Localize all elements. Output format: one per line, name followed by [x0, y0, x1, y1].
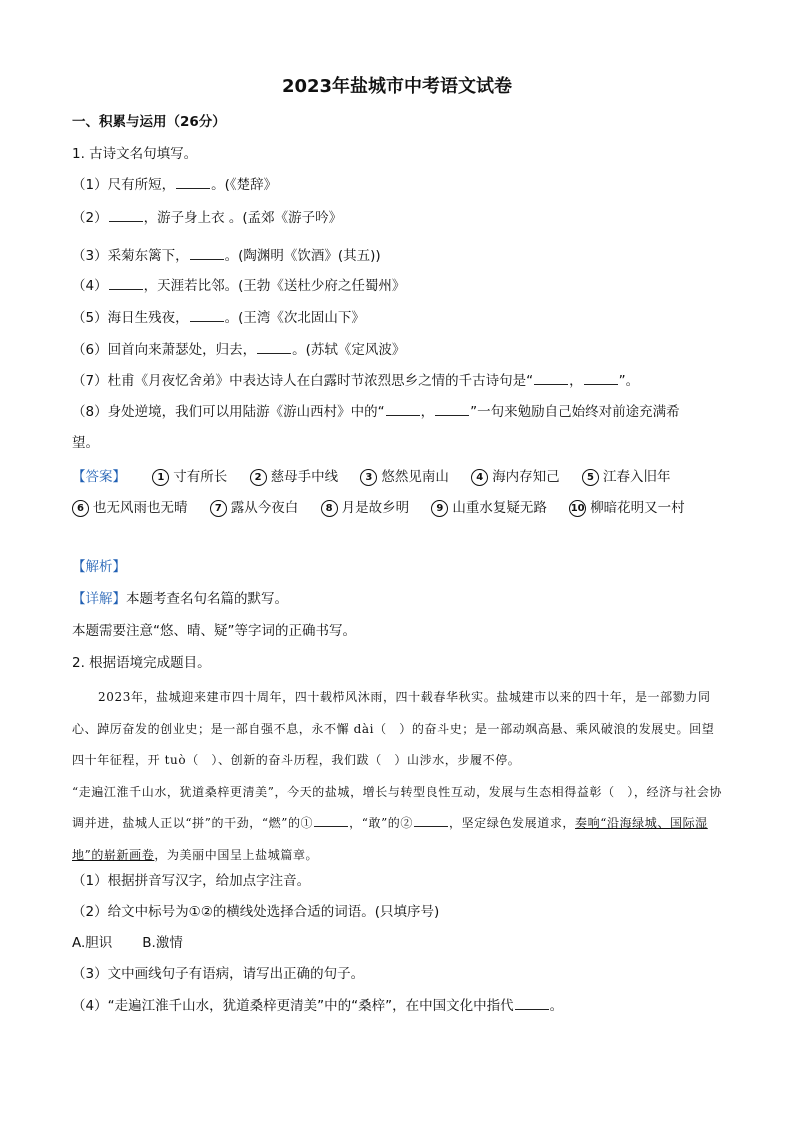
q1-item-2-post: ，游子身上衣 。(孟郊《游子吟》: [143, 210, 343, 226]
answer-text: 寸有所长: [173, 469, 228, 485]
detail-label: 【详解】: [72, 591, 126, 607]
q1-item-7: [72, 369, 639, 389]
passage-para-2: “走遍江淮千山水，犹道桑梓更清美”，今天的盐城，增长与转型良性互动，发展与生态相得益彰（ ），经济与社会协调并进，盐城人正以“拼”的干劲，“燃”的①: [72, 784, 723, 830]
q1-item-7-mid: ，: [569, 373, 583, 389]
option-b: B.激情: [142, 935, 183, 951]
q1-item-3-post: 。(陶渊明《饮酒》(其五)): [224, 248, 381, 264]
answer-text: 露从今夜白: [230, 500, 299, 516]
section-heading-1: 一、积累与运用（26分）: [72, 114, 226, 130]
answer-blank: [109, 208, 143, 222]
q1-item-8-mid: ，: [420, 404, 435, 420]
answer-blank: [314, 813, 348, 827]
answer-text: 慈母手中线: [270, 469, 339, 485]
answer-text: 悠然见南山: [381, 469, 449, 485]
passage-para-3: ，“敢”的②: [349, 816, 414, 830]
answer-item: [471, 462, 560, 493]
q1-item-3-pre: （3）采菊东篱下，: [72, 248, 189, 264]
answer-blank: [414, 813, 448, 827]
q1-item-2-pre: （2）: [72, 210, 108, 226]
passage-para-4: ，坚定绿色发展道求，: [449, 816, 576, 830]
q1-item-1-pre: （1）尺有所短，: [72, 177, 176, 193]
detail-text: 本题考查名句名篇的默写。: [126, 591, 288, 607]
answer-number: 4: [471, 469, 488, 486]
q1-item-4: [72, 274, 405, 294]
q1-item-5: [72, 306, 365, 326]
q1-item-5-pre: （5）海日生残夜，: [72, 310, 189, 326]
underlined-sentence: 奏响“沿海绿城、国际湿地”的崭新画卷: [72, 816, 708, 862]
answer-text: 也无风雨也无晴: [93, 500, 188, 516]
detail-line: [72, 587, 288, 607]
answer-item: [431, 493, 547, 524]
q2-sub-4-post: 。: [549, 998, 564, 1014]
q1-item-6: [72, 338, 405, 358]
q2-sub-3: （3）文中画线句子有语病，请写出正确的句子。: [72, 966, 365, 982]
answer-blank: [386, 402, 420, 416]
note-line: 本题需要注意“悠、晴、疑”等字词的正确书写。: [72, 623, 356, 639]
answer-item: [210, 493, 299, 524]
answer-number: 2: [250, 469, 267, 486]
q2-stem: 2. 根据语境完成题目。: [72, 655, 211, 671]
answer-label: 【答案】: [72, 469, 126, 485]
q2-sub-2: （2）给文中标号为①②的横线处选择合适的词语。(只填序号): [72, 904, 440, 920]
answer-blank: [190, 308, 224, 322]
answer-blank: [190, 246, 224, 260]
page-title: 2023年盐城市中考语文试卷: [281, 76, 513, 97]
q1-item-1: [72, 173, 277, 193]
q2-sub-4-pre: （4）“走遍江淮千山水，犹道桑梓更清美”中的“桑梓”，在中国文化中指代: [72, 998, 514, 1014]
option-a: A.胆识: [72, 935, 113, 951]
q1-item-8-continued: 望。: [72, 435, 99, 451]
answer-number: 6: [72, 500, 89, 517]
answer-blank: [584, 371, 618, 385]
q1-item-1-post: 。(《楚辞》: [211, 177, 278, 193]
answer-block: [72, 462, 722, 524]
answer-blank: [515, 996, 549, 1010]
answer-blank: [176, 175, 210, 189]
answer-text: 月是故乡明: [341, 500, 410, 516]
q2-sub-4: [72, 994, 563, 1014]
answer-item: [321, 493, 410, 524]
answer-blank: [109, 276, 143, 290]
q1-item-6-post: 。(苏轼《定风波》: [292, 342, 406, 358]
answer-item: [582, 462, 671, 493]
answer-text: 柳暗花明又一村: [590, 500, 685, 516]
answer-blank: [534, 371, 568, 385]
answer-number: 8: [321, 500, 338, 517]
answer-blank: [257, 340, 291, 354]
answer-number: 7: [210, 500, 227, 517]
passage-para-5: ，为美丽中国呈上盐城篇章。: [154, 847, 319, 862]
answer-text: 江春入旧年: [602, 469, 671, 485]
passage-para-1: 2023年，盐城迎来建市四十周年，四十载栉风沐雨，四十载春华秋实。盐城建市以来的四十年，是一部勠力同心、踔厉奋发的创业史；是一部自强不息，永不懈 dài（ ）的奋斗史；是一部动飒高悬、乘风破浪的发展史。回望四十年征程，开 tuò（ ）、创新的奋斗历程，我们跋（ ）山涉水，步履不停。: [72, 690, 715, 767]
q1-item-3: [72, 244, 381, 264]
analysis-label: 【解析】: [72, 559, 126, 575]
q2-options: [72, 931, 183, 951]
q1-item-4-pre: （4）: [72, 278, 108, 294]
q2-sub-1: （1）根据拼音写汉字，给加点字注音。: [72, 873, 311, 889]
answer-item: [250, 462, 339, 493]
answer-number: 5: [582, 469, 599, 486]
answer-number: 9: [431, 500, 448, 517]
answer-item: [72, 493, 188, 524]
answer-blank: [435, 402, 469, 416]
q1-item-8-pre: （8）身处逆境，我们可以用陆游《游山西村》中的“: [72, 404, 385, 420]
q1-item-5-post: 。(王湾《次北固山下》: [224, 310, 365, 326]
answer-item: [569, 493, 685, 524]
answer-item: [360, 462, 449, 493]
answer-number: 3: [360, 469, 377, 486]
answer-number: 10: [569, 500, 586, 517]
answer-text: 海内存知己: [492, 469, 560, 485]
reading-passage: [72, 682, 724, 871]
q1-item-4-post: ，天涯若比邻。(王勃《送杜少府之任蜀州》: [143, 278, 406, 294]
q1-item-8-post: ”一句来勉励自己始终对前途充满希: [470, 404, 680, 420]
q1-item-8: [72, 400, 680, 420]
answer-number: 1: [152, 469, 169, 486]
q1-item-6-pre: （6）回首向来萧瑟处，归去，: [72, 342, 257, 358]
answer-text: 山重水复疑无路: [452, 500, 547, 516]
answer-item: [152, 462, 227, 493]
q1-item-7-post: ”。: [618, 373, 640, 389]
q1-stem: 1. 古诗文名句填写。: [72, 146, 198, 162]
q1-item-7-pre: （7）杜甫《月夜忆舍弟》中表达诗人在白露时节浓烈思乡之情的千古诗句是“: [72, 373, 534, 389]
q1-item-2: [72, 206, 342, 226]
